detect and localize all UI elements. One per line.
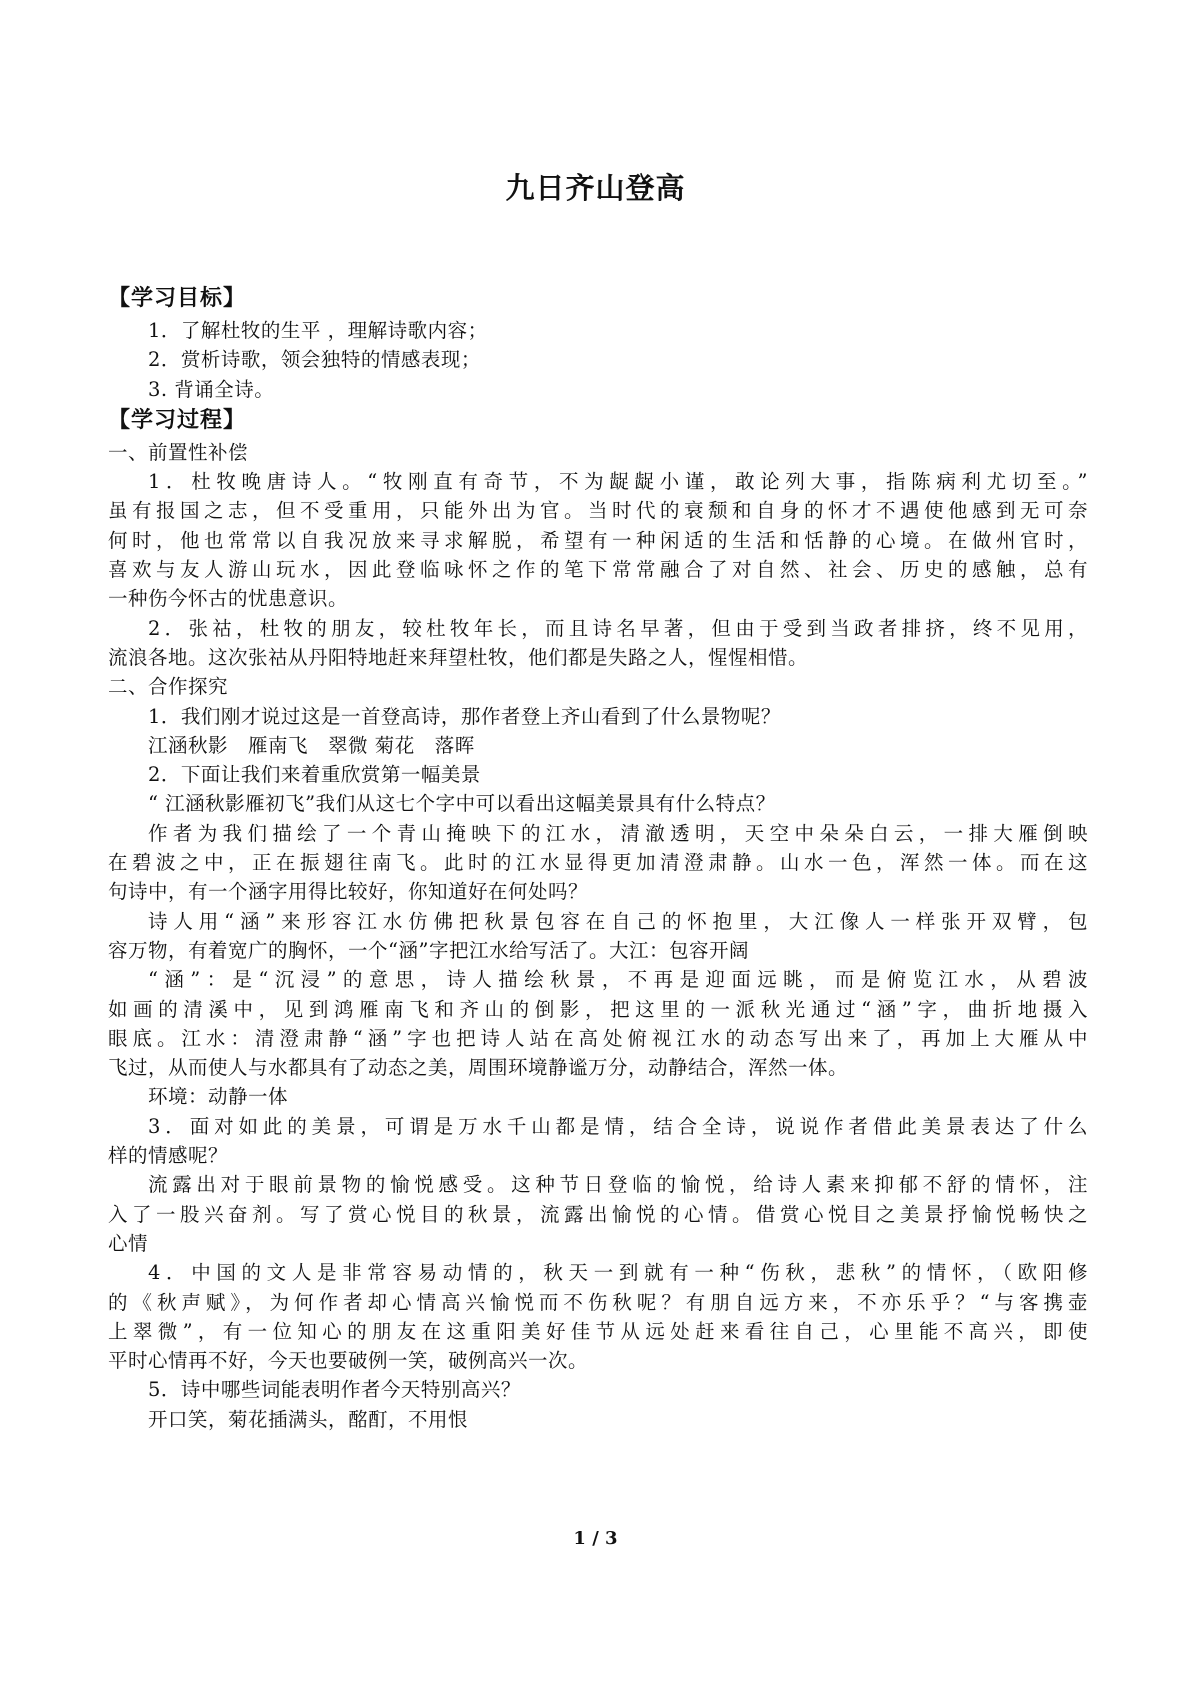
- paragraph-line: 喜欢与友人游山玩水，因此登临咏怀之作的笔下常常融合了对自然、社会、历史的感触，总有: [108, 558, 1088, 582]
- paragraph-line: 何时，他也常常以自我况放来寻求解脱，希望有一种闲适的生活和恬静的心境。在做州官时，: [108, 528, 1088, 552]
- paragraph-line: 虽有报国之志，但不受重用，只能外出为官。当时代的衰颓和自身的怀才不遇使他感到无可奈: [108, 499, 1088, 523]
- section-heading-goals: 【学习目标】: [108, 286, 247, 311]
- part-title: 二、合作探究: [108, 675, 229, 699]
- paragraph-line: 环境：动静一体: [148, 1085, 289, 1109]
- paragraph-line: 入了一股兴奋剂。写了赏心悦目的秋景，流露出愉悦的心情。借赏心悦目之美景抒愉悦畅快之: [108, 1202, 1088, 1226]
- paragraph-line: 上翠微”，有一位知心的朋友在这重阳美好佳节从远处赶来看往自己，心里能不高兴，即使: [108, 1319, 1088, 1343]
- paragraph-line: 作者为我们描绘了一个青山掩映下的江水，清澈透明，天空中朵朵白云，一排大雁倒映: [148, 821, 1088, 845]
- question-line: “ 江涵秋影雁初飞”我们从这七个字中可以看出这幅美景具有什么特点？: [148, 792, 776, 816]
- paragraph-line: 平时心情再不好，今天也要破例一笑，破例高兴一次。: [108, 1349, 589, 1373]
- goal-item: 1．了解杜牧的生平 ，理解诗歌内容；: [148, 319, 488, 342]
- document-body: [108, 282, 1088, 1434]
- paragraph-line: 句诗中，有一个涵字用得比较好，你知道好在何处吗？: [108, 880, 589, 904]
- paragraph-line: 飞过，从而使人与水都具有了动态之美，周围环境静谧万分，动静结合，浑然一体。: [108, 1056, 849, 1080]
- paragraph-line: 2．张祜，杜牧的朋友，较杜牧年长，而且诗名早著，但由于受到当政者排挤，终不见用，: [148, 616, 1088, 640]
- paragraph-line: 流浪各地。这次张祜从丹阳特地赶来拜望杜牧，他们都是失路之人，惺惺相惜。: [108, 645, 809, 669]
- goal-item: 2．赏析诗歌，领会独特的情感表现；: [148, 348, 481, 372]
- question-line: 3．面对如此的美景，可谓是万水千山都是情，结合全诗，说说作者借此美景表达了什么: [148, 1114, 1088, 1138]
- paragraph-line: 1．杜牧晚唐诗人。“牧刚直有奇节，不为龊龊小谨，敢论列大事，指陈病利尤切至。”: [148, 470, 1088, 494]
- paragraph-line: 诗人用“涵”来形容江水仿佛把秋景包容在自己的怀抱里，大江像人一样张开双臂，包: [148, 909, 1088, 933]
- paragraph-line: 眼底。江水：清澄肃静“涵”字也把诗人站在高处俯视江水的动态写出来了，再加上大雁从中: [108, 1026, 1088, 1050]
- paragraph-line: “涵”：是“沉浸”的意思，诗人描绘秋景，不再是迎面远眺，而是俯览江水，从碧波: [148, 968, 1088, 992]
- paragraph-line: 心情: [108, 1231, 149, 1255]
- paragraph-line: 流露出对于眼前景物的愉悦感受。这种节日登临的愉悦，给诗人素来抑郁不舒的情怀，注: [148, 1173, 1088, 1197]
- paragraph-line: 的《秋声赋》，为何作者却心情高兴愉悦而不伤秋呢？有朋自远方来，不亦乐乎？“与客携壶: [108, 1290, 1088, 1314]
- question-line: 样的情感呢？: [108, 1144, 229, 1168]
- question-line: 2．下面让我们来着重欣赏第一幅美景: [148, 763, 481, 787]
- paragraph-line: 在碧波之中，正在振翅往南飞。此时的江水显得更加清澄肃静。山水一色，浑然一体。而在这: [108, 851, 1088, 875]
- part-title: 一、前置性补偿: [108, 440, 249, 464]
- page-number: 1 / 3: [573, 1528, 618, 1549]
- paragraph-line: 一种伤今怀古的忧患意识。: [108, 587, 349, 611]
- question-line: 1．我们刚才说过这是一首登高诗，那作者登上齐山看到了什么景物呢？: [148, 704, 781, 728]
- section-heading-process: 【学习过程】: [108, 407, 247, 433]
- paragraph-line: 如画的清溪中，见到鸿雁南飞和齐山的倒影，把这里的一派秋光通过“涵”字，曲折地摄入: [108, 997, 1088, 1021]
- answer-line: 江涵秋影 雁南飞 翠微 菊花 落晖: [148, 733, 475, 757]
- page-title: 九日齐山登高: [505, 171, 686, 205]
- question-line: 5．诗中哪些词能表明作者今天特别高兴？: [148, 1378, 521, 1402]
- goal-item: 3. 背诵全诗。: [148, 377, 275, 401]
- answer-line: 开口笑，菊花插满头，酩酊，不用恨: [148, 1407, 469, 1431]
- paragraph-line: 4．中国的文人是非常容易动情的，秋天一到就有一种“伤秋，悲秋”的情怀，（欧阳修: [148, 1261, 1088, 1285]
- paragraph-line: 容万物，有着宽广的胸怀，一个“涵”字把江水给写活了。大江：包容开阔: [108, 938, 749, 962]
